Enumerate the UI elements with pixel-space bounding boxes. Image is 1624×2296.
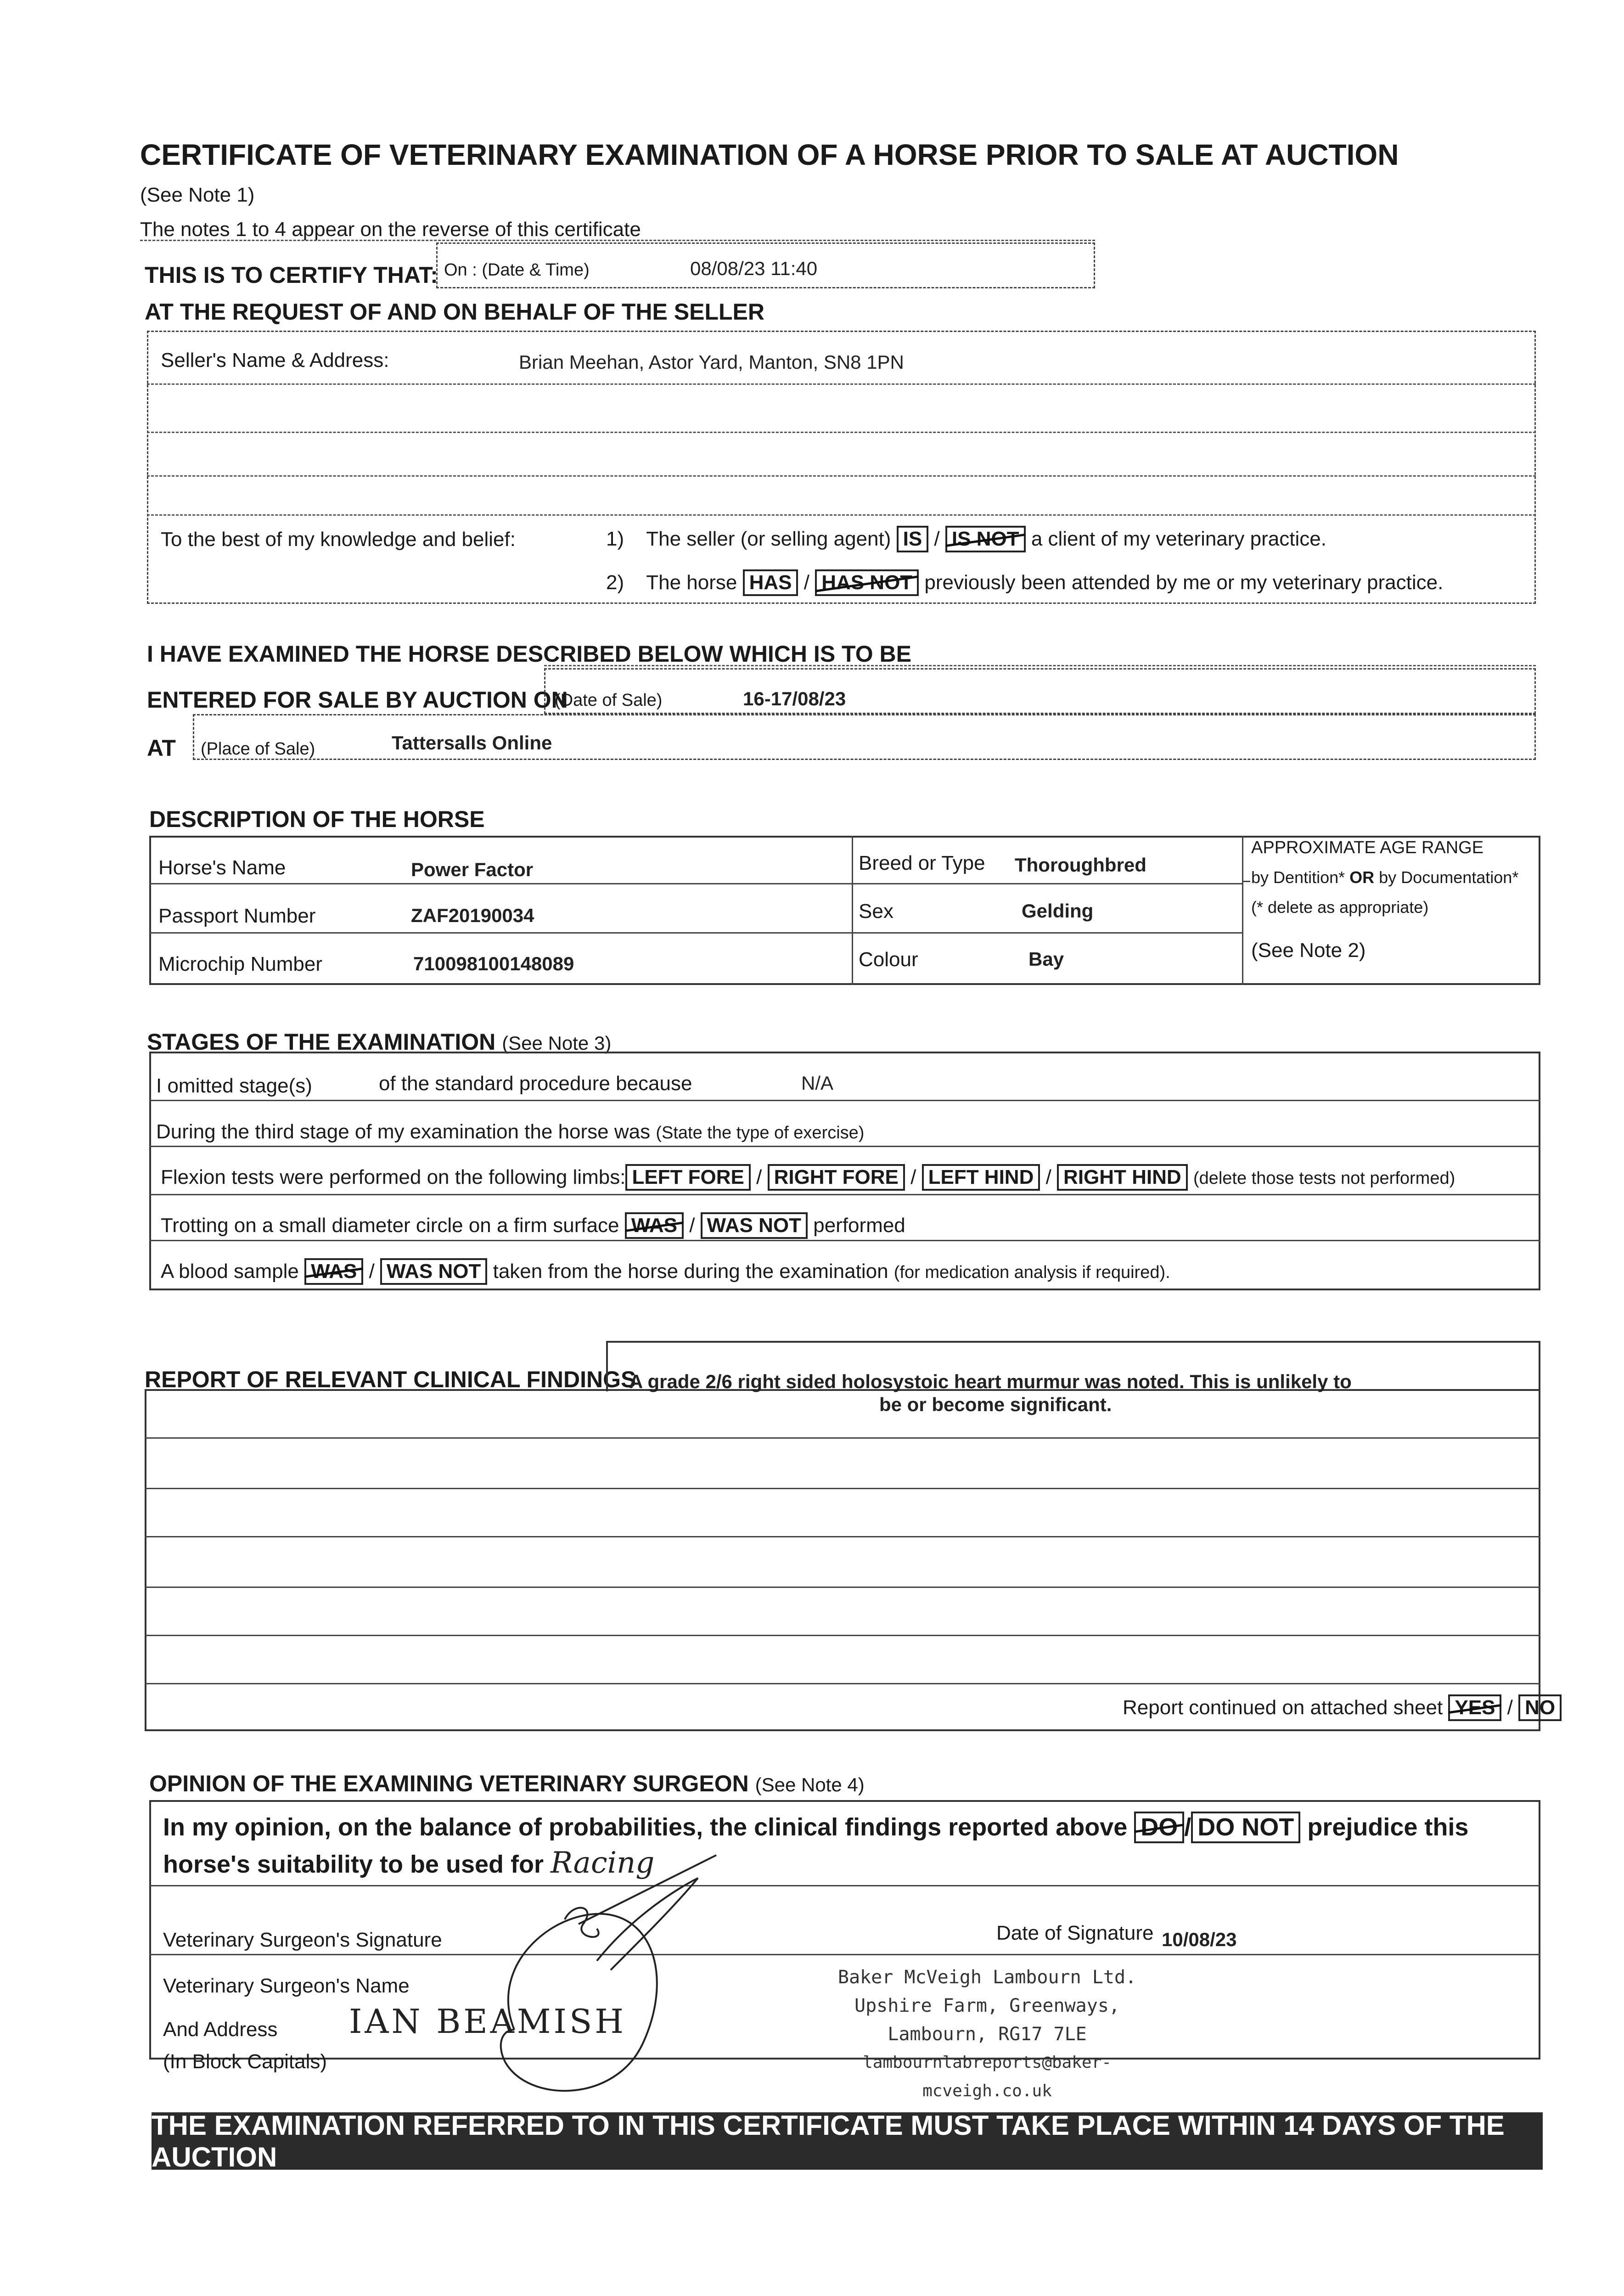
description-heading: DESCRIPTION OF THE HORSE [149,806,485,832]
blood-was-chip: WAS [304,1258,363,1285]
datetime-field [436,242,1095,288]
signature-label: Veterinary Surgeon's Signature [163,1929,442,1951]
breed-label: Breed or Type [859,852,985,874]
opinion-text: In my opinion, on the balance of probabilities, the clinical findings reported above [163,1813,1128,1841]
blood-was-not-chip: WAS NOT [380,1258,487,1285]
omitted-label: I omitted stage(s) [156,1075,312,1097]
practice-stamp [826,1963,1148,2105]
seller-line [147,514,1536,516]
knowledge-label: To the best of my knowledge and belief: [161,528,516,551]
blood-post: taken from the horse during the examination [493,1260,888,1283]
row-line [149,1954,1540,1955]
third-stage-note: (State the type of exercise) [656,1123,865,1142]
omitted-row [156,1075,312,1097]
stamp-line: Baker McVeigh Lambourn Ltd. [837,1967,1137,1988]
by-documentation: by Documentation* [1379,868,1519,887]
datetime-label: On : (Date & Time) [444,260,590,280]
report-continued-row: Report continued on attached sheet YES / NO [1123,1694,1562,1721]
row-line [1242,881,1250,882]
datetime-value: 08/08/23 11:40 [690,258,818,279]
report-heading: REPORT OF RELEVANT CLINICAL FINDINGS [145,1367,636,1392]
continued-yes-chip: YES [1448,1694,1501,1721]
stamp-line: Lambourn, RG17 7LE [888,2024,1087,2045]
place-of-sale-label: (Place of Sale) [201,739,315,759]
item2-num: 2) [606,571,624,594]
do-chip: DO [1134,1812,1184,1843]
suitability-label: horse's suitability to be used for [163,1851,544,1878]
slash: / [804,571,809,594]
block-capitals-label: (In Block Capitals) [163,2050,327,2073]
continued-no-chip: NO [1518,1694,1562,1721]
trot-was-chip: WAS [625,1212,684,1239]
date-of-sale-label: (Date of Sale) [555,691,663,710]
blood-row: A blood sample WAS / WAS NOT taken from the horse during the examination (for medication analysis if required). [161,1258,1170,1285]
limb-right-fore: RIGHT FORE [768,1164,905,1191]
limb-left-fore: LEFT FORE [625,1164,750,1191]
item2-pre: The horse [646,571,737,594]
footer-banner: THE EXAMINATION REFERRED TO IN THIS CERTIFICATE MUST TAKE PLACE WITHIN 14 DAYS OF THE AUCTION [152,2112,1543,2170]
has-chip: HAS [743,569,798,596]
flexion-label: Flexion tests were performed on the following limbs: [161,1166,626,1188]
row-line [145,1536,1540,1537]
finding-line-2: be or become significant. [879,1394,1112,1415]
opinion-heading-text: OPINION OF THE EXAMINING VETERINARY SURGEON [149,1771,749,1796]
horse-name-label: Horse's Name [158,856,286,879]
finding-line-1: A grade 2/6 right sided holosystoic heart murmur was noted. This is unlikely to [629,1371,1352,1392]
horse-name-value: Power Factor [411,859,534,880]
or-label: OR [1349,868,1375,887]
age-delete-note: (* delete as appropriate) [1251,898,1429,917]
has-not-chip: HAS NOT [815,569,919,596]
see-note-1: (See Note 1) [140,184,255,206]
row-line [149,1194,1540,1195]
flexion-note: (delete those tests not performed) [1193,1169,1455,1188]
passport-value: ZAF20190034 [411,905,534,926]
stages-note: (See Note 3) [502,1032,612,1054]
seller-line [147,383,1536,385]
omitted-value: N/A [801,1072,834,1094]
row-line [149,1885,1540,1886]
do-not-chip: DO NOT [1191,1812,1300,1843]
item1-post: a client of my veterinary practice. [1031,528,1326,550]
notes-info: The notes 1 to 4 appear on the reverse of this certificate [140,218,641,241]
row-line [149,932,1242,934]
trot-label: Trotting on a small diameter circle on a firm surface [161,1214,619,1237]
row-line [149,1100,1540,1101]
date-of-sale-field [544,668,1536,714]
is-chip: IS [897,526,929,552]
row-line [145,1683,1540,1684]
table-divider [852,836,853,985]
item1-num: 1) [606,528,624,550]
signature-scribble [459,1846,781,2122]
certify-label: THIS IS TO CERTIFY THAT: [145,262,438,288]
opinion-note: (See Note 4) [755,1774,865,1795]
address-label: And Address [163,2018,278,2041]
table-divider [1242,836,1243,985]
row-line [145,1437,1540,1439]
stamp-line: Upshire Farm, Greenways, [854,1995,1120,2016]
colour-label: Colour [859,948,918,971]
divider [544,665,1536,666]
row-line [149,1240,1540,1241]
sex-value: Gelding [1022,900,1094,922]
row-line [145,1587,1540,1588]
seller-value: Brian Meehan, Astor Yard, Manton, SN8 1PN [519,351,904,373]
third-stage-label: During the third stage of my examination the horse was [156,1120,651,1143]
age-see-note: (See Note 2) [1251,939,1366,962]
third-stage-row [156,1120,864,1143]
date-of-signature-value: 10/08/23 [1162,1929,1237,1950]
certificate-title: CERTIFICATE OF VETERINARY EXAMINATION OF A HORSE PRIOR TO SALE AT AUCTION [140,138,1399,171]
breed-value: Thoroughbred [1015,854,1146,876]
omitted-mid: of the standard procedure because [379,1072,692,1095]
knowledge-item-1 [606,526,1326,552]
blood-note: (for medication analysis if required). [893,1263,1170,1282]
limb-left-hind: LEFT HIND [922,1164,1040,1191]
age-range-method [1251,868,1518,887]
opinion-heading [149,1770,865,1797]
microchip-label: Microchip Number [158,953,322,975]
surgeon-name-label: Veterinary Surgeon's Name [163,1975,410,1997]
knowledge-item-2 [606,569,1443,596]
opinion-line-1: In my opinion, on the balance of probabilities, the clinical findings reported above DO / DO NOT prejudice this [163,1812,1468,1843]
opinion-text-post: prejudice this [1307,1813,1469,1841]
row-line [145,1635,1540,1636]
limb-right-hind: RIGHT HIND [1057,1164,1188,1191]
auction-label: ENTERED FOR SALE BY AUCTION ON [147,687,568,713]
is-not-chip: IS NOT [945,526,1026,552]
seller-line [147,432,1536,433]
item2-post: previously been attended by me or my veterinary practice. [924,571,1444,594]
sex-label: Sex [859,900,893,923]
divider [140,240,1095,241]
item1-pre: The seller (or selling agent) [646,528,891,550]
colour-value: Bay [1028,948,1064,970]
stages-heading-text: STAGES OF THE EXAMINATION [147,1029,496,1055]
report-box [145,1389,1540,1731]
by-dentition: by Dentition* [1251,868,1345,887]
microchip-value: 710098100148089 [413,953,574,974]
slash: / [934,528,940,550]
stamp-line: lambournlabreports@baker-mcveigh.co.uk [863,2053,1112,2100]
trot-post: performed [813,1214,905,1237]
passport-label: Passport Number [158,905,316,927]
blood-label: A blood sample [161,1260,299,1283]
row-line [149,1146,1540,1147]
seller-label: Seller's Name & Address: [161,349,389,371]
row-line [149,883,1242,884]
at-label: AT [147,735,176,761]
date-of-sale-value: 16-17/08/23 [743,688,846,709]
trot-row: Trotting on a small diameter circle on a firm surface WAS / WAS NOT performed [161,1212,905,1239]
row-line [145,1488,1540,1489]
surgeon-name-handwritten: IAN BEAMISH [349,2002,627,2041]
seller-line [147,475,1536,477]
report-continued-label: Report continued on attached sheet [1123,1696,1443,1719]
place-of-sale-value: Tattersalls Online [392,732,552,754]
place-of-sale-field [193,714,1536,760]
purpose-handwritten: Racing [551,1846,655,1880]
flexion-row: Flexion tests were performed on the following limbs: LEFT FORE / RIGHT FORE / LEFT HIND / RIGHT HIND (delete those tests not performed) [161,1164,1455,1191]
date-of-signature-label: Date of Signature [996,1922,1154,1944]
examined-heading: I HAVE EXAMINED THE HORSE DESCRIBED BELOW WHICH IS TO BE [147,641,911,667]
trot-was-not-chip: WAS NOT [701,1212,808,1239]
request-heading: AT THE REQUEST OF AND ON BEHALF OF THE SELLER [145,299,764,325]
age-range-title: APPROXIMATE AGE RANGE [1251,838,1484,857]
